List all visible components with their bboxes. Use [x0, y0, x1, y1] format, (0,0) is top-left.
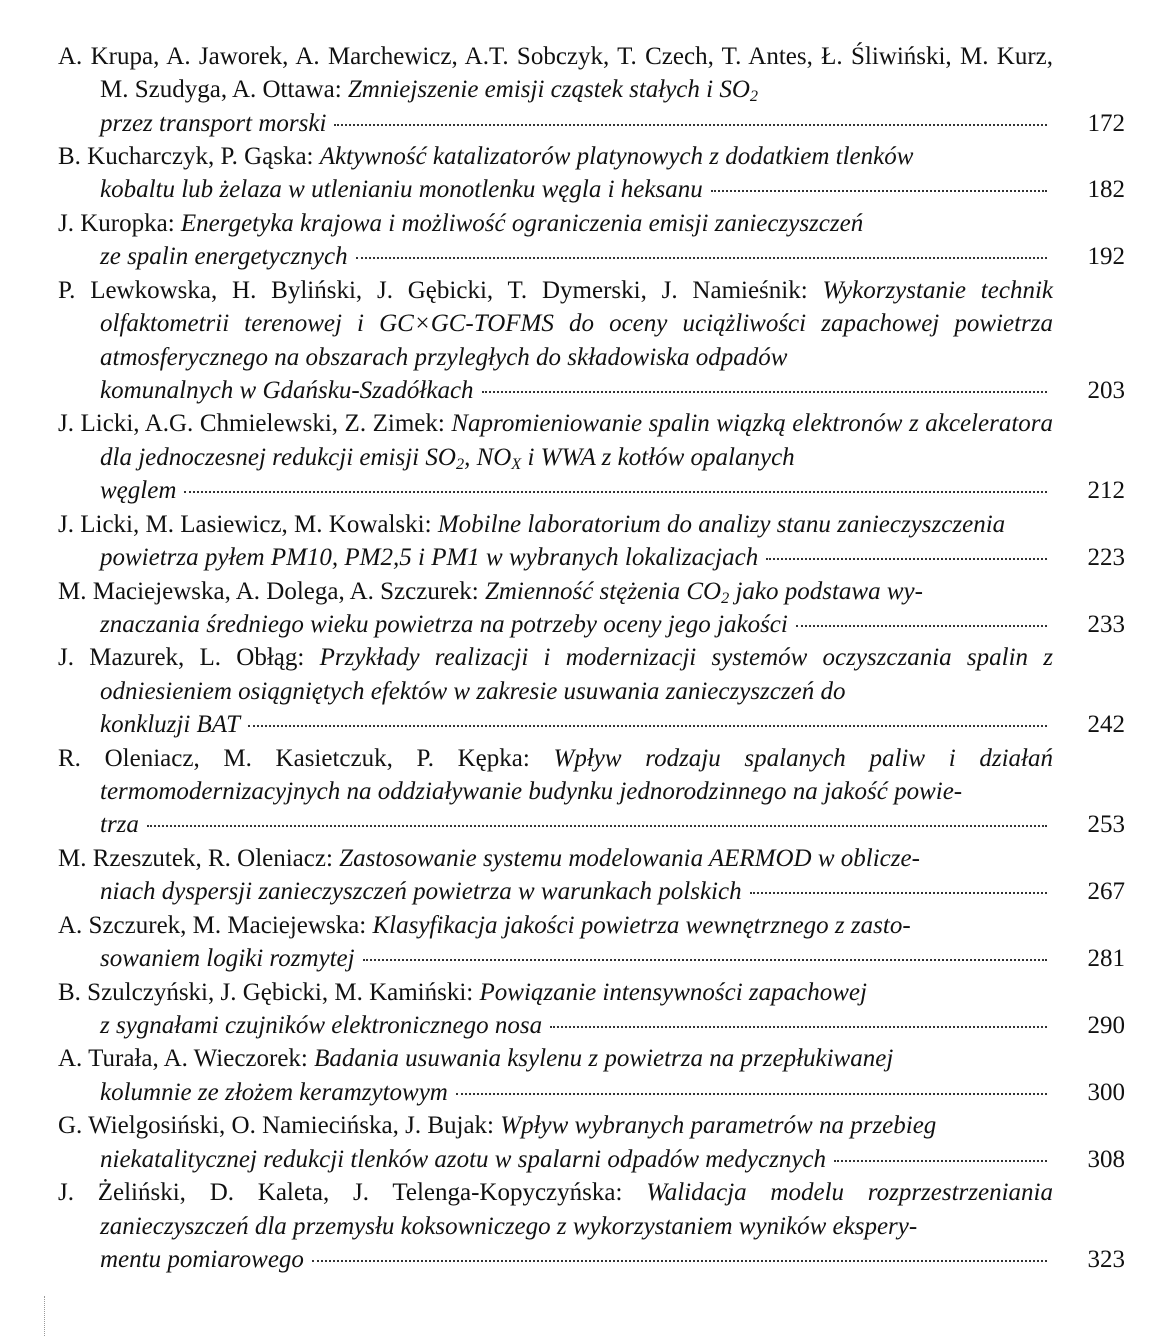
entry-page-number: 290 [1087, 1011, 1125, 1039]
dot-leader [334, 124, 1047, 126]
entry-last-line [100, 708, 1053, 741]
entry-title: Wpływ rodzaju spalanych paliw i działań termomodernizacyjnych na oddziaływanie budynku jednorodzinnego na jakość powie- [100, 744, 1054, 805]
dot-leader [456, 1093, 1047, 1095]
entry-last-line [100, 1009, 1053, 1042]
subscript: 2 [455, 454, 465, 473]
entry-title-tail: konkluzji BAT [100, 711, 241, 739]
title-text: Zmienność stężenia CO [484, 577, 722, 605]
entry-last-line [100, 808, 1053, 841]
entry-authors: M. Maciejewska, A. Dolega, A. Szczurek: [58, 577, 479, 605]
toc-entry [58, 140, 1133, 207]
toc-entry-text [58, 575, 1053, 642]
subscript: 2 [749, 87, 759, 106]
entry-title-tail: komunalnych w Gdańsku-Szadółkach [100, 376, 474, 404]
entry-page-number: 281 [1087, 944, 1125, 972]
entry-page-number: 300 [1087, 1078, 1125, 1106]
entry-last-line [100, 1076, 1053, 1109]
dot-leader [147, 825, 1047, 827]
toc-entry [58, 909, 1133, 976]
toc-entry-text [58, 742, 1053, 842]
entry-authors: A. Szczurek, M. Maciejewska: [58, 911, 367, 939]
title-text: Napromieniowanie spalin wiązką elektronów z akceleratora dla jednoczesnej redukcji emisji SO [100, 410, 1053, 471]
dot-leader [356, 257, 1047, 259]
entry-title: Powiązanie intensywności zapachowej [479, 978, 867, 1006]
entry-authors: G. Wielgosiński, O. Namiecińska, J. Bujak: [58, 1112, 494, 1140]
title-text: i WWA z kotłów opalanych [521, 443, 795, 471]
entry-title-tail: kobaltu lub żelaza w utlenianiu monotlenku węgla i heksanu [100, 176, 703, 204]
toc-entry [58, 207, 1133, 274]
entry-title: Aktywność katalizatorów platynowych z dodatkiem tlenków [319, 143, 914, 171]
subscript: 2 [721, 588, 730, 607]
entry-title-tail: sowaniem logiki rozmytej [100, 944, 355, 972]
entry-page-number: 192 [1087, 243, 1125, 271]
toc-entry-text [58, 40, 1053, 140]
dot-leader [796, 625, 1047, 627]
entry-title: Walidacja modelu rozprzestrzeniania zanieczyszczeń dla przemysłu koksowniczego z wykorzystaniem wyników ekspery- [100, 1179, 1054, 1240]
entry-last-line [100, 608, 1053, 641]
subscript: X [511, 454, 522, 473]
dot-leader [711, 190, 1047, 192]
entry-title-tail: niekatalitycznej redukcji tlenków azotu w spalarni odpadów medycznych [100, 1145, 827, 1173]
entry-last-line [100, 173, 1053, 206]
dot-leader [550, 1026, 1047, 1028]
toc-entry-text [58, 407, 1053, 507]
toc-entry-text [58, 641, 1053, 741]
scan-artifact [44, 1296, 47, 1336]
title-text: , NO [464, 443, 512, 471]
title-text: jako podstawa wy- [729, 577, 923, 605]
toc-entry-text [58, 508, 1053, 575]
entry-authors: P. Lewkowska, H. Byliński, J. Gębicki, T. Dymerski, J. Namieśnik: [58, 276, 808, 304]
dot-leader [482, 391, 1047, 393]
entry-last-line [100, 1143, 1053, 1176]
toc-entry-text [58, 1176, 1053, 1276]
toc-entry [58, 1176, 1133, 1276]
entry-page-number: 223 [1087, 543, 1125, 571]
entry-title-tail: niach dyspersji zanieczyszczeń powietrza w warunkach polskich [100, 878, 742, 906]
entry-title-tail: znaczania średniego wieku powietrza na potrzeby oceny jego jakości [100, 610, 788, 638]
toc-entry-text [58, 140, 1053, 207]
entry-authors: A. Krupa, A. Jaworek, A. Marchewicz, A.T. Sobczyk, T. Czech, T. Antes, Ł. Śliwiński, M. Kurz, M. Szudyga, A. Ottawa: [58, 43, 1053, 104]
dot-leader [312, 1260, 1047, 1262]
entry-last-line [100, 374, 1053, 407]
entry-authors: A. Turała, A. Wieczorek: [58, 1045, 308, 1073]
table-of-contents [58, 40, 1133, 1276]
dot-leader [834, 1160, 1047, 1162]
dot-leader [248, 725, 1047, 727]
entry-authors: B. Szulczyński, J. Gębicki, M. Kamiński: [58, 978, 474, 1006]
entry-title [485, 578, 923, 605]
toc-entry [58, 508, 1133, 575]
entry-title-tail: powietrza pyłem PM10, PM2,5 i PM1 w wybranych lokalizacjach [100, 543, 759, 571]
entry-authors: B. Kucharczyk, P. Gąska: [58, 143, 314, 171]
entry-title-tail: kolumnie ze złożem keramzytowym [100, 1078, 448, 1106]
dot-leader [184, 491, 1047, 493]
entry-page-number: 267 [1087, 878, 1125, 906]
entry-title: Wykorzystanie technik olfaktometrii terenowej i GC×GC-TOFMS do oceny uciążliwości zapachowej powietrza atmosferycznego na obszarach przyległych do składowiska odpadów [100, 276, 1053, 371]
toc-entry [58, 575, 1133, 642]
entry-title: Badania usuwania ksylenu z powietrza na przepłukiwanej [314, 1045, 894, 1073]
entry-page-number: 323 [1087, 1245, 1125, 1273]
toc-entry-text [58, 207, 1053, 274]
title-text: Zmniejszenie emisji cząstek stałych i SO [347, 76, 750, 104]
toc-entry [58, 40, 1133, 140]
entry-authors: J. Licki, M. Lasiewicz, M. Kowalski: [58, 510, 432, 538]
entry-page-number: 172 [1087, 109, 1125, 137]
entry-title-tail: węglem [100, 477, 177, 505]
entry-title-tail: mentu pomiarowego [100, 1245, 304, 1273]
toc-entry [58, 1109, 1133, 1176]
toc-entry-text [58, 842, 1053, 909]
toc-entry-text [58, 1109, 1053, 1176]
entry-last-line [100, 942, 1053, 975]
entry-title-tail: trza [100, 811, 139, 839]
entry-title-tail: przez transport morski [100, 109, 327, 137]
entry-title-tail: z sygnałami czujników elektronicznego nosa [100, 1011, 543, 1039]
entry-page-number: 253 [1087, 811, 1125, 839]
dot-leader [766, 558, 1047, 560]
entry-authors: J. Kuropka: [58, 210, 175, 238]
entry-title-tail: ze spalin energetycznych [100, 243, 348, 271]
entry-last-line [100, 240, 1053, 273]
toc-entry-text [58, 1042, 1053, 1109]
toc-entry [58, 641, 1133, 741]
toc-entry [58, 274, 1133, 407]
entry-title: Przykłady realizacji i modernizacji systemów oczyszczania spalin z odniesieniem osiągniętych efektów w zakresie usuwania zanieczyszczeń do [100, 644, 1053, 705]
toc-entry [58, 407, 1133, 507]
entry-title: Mobilne laboratorium do analizy stanu zanieczyszczenia [437, 510, 1006, 538]
entry-last-line [100, 107, 1053, 140]
entry-page-number: 308 [1087, 1145, 1125, 1173]
toc-entry-text [58, 274, 1053, 407]
entry-authors: M. Rzeszutek, R. Oleniacz: [58, 844, 333, 872]
entry-page-number: 242 [1087, 711, 1125, 739]
dot-leader [750, 892, 1047, 894]
toc-entry-text [58, 976, 1053, 1043]
entry-page-number: 203 [1087, 376, 1125, 404]
entry-last-line [100, 1243, 1053, 1276]
entry-title: Wpływ wybranych parametrów na przebieg [500, 1112, 937, 1140]
entry-title: Energetyka krajowa i możliwość ograniczenia emisji zanieczyszczeń [180, 210, 864, 238]
entry-title: Zastosowanie systemu modelowania AERMOD w oblicze- [339, 844, 920, 872]
entry-page-number: 182 [1087, 176, 1125, 204]
toc-entry [58, 842, 1133, 909]
toc-entry-text [58, 909, 1053, 976]
entry-title [347, 76, 759, 106]
entry-page-number: 212 [1087, 477, 1125, 505]
entry-title: Klasyfikacja jakości powietrza wewnętrznego z zasto- [372, 911, 911, 939]
entry-last-line [100, 541, 1053, 574]
entry-last-line [100, 474, 1053, 507]
toc-entry [58, 742, 1133, 842]
entry-authors: J. Licki, A.G. Chmielewski, Z. Zimek: [58, 410, 445, 438]
dot-leader [363, 959, 1047, 961]
entry-authors: R. Oleniacz, M. Kasietczuk, P. Kępka: [58, 744, 530, 772]
toc-entry [58, 976, 1133, 1043]
entry-page-number: 233 [1087, 610, 1125, 638]
toc-entry [58, 1042, 1133, 1109]
entry-authors: J. Żeliński, D. Kaleta, J. Telenga-Kopyczyńska: [58, 1179, 623, 1207]
entry-last-line [100, 875, 1053, 908]
entry-authors: J. Mazurek, L. Obłąg: [58, 644, 305, 672]
